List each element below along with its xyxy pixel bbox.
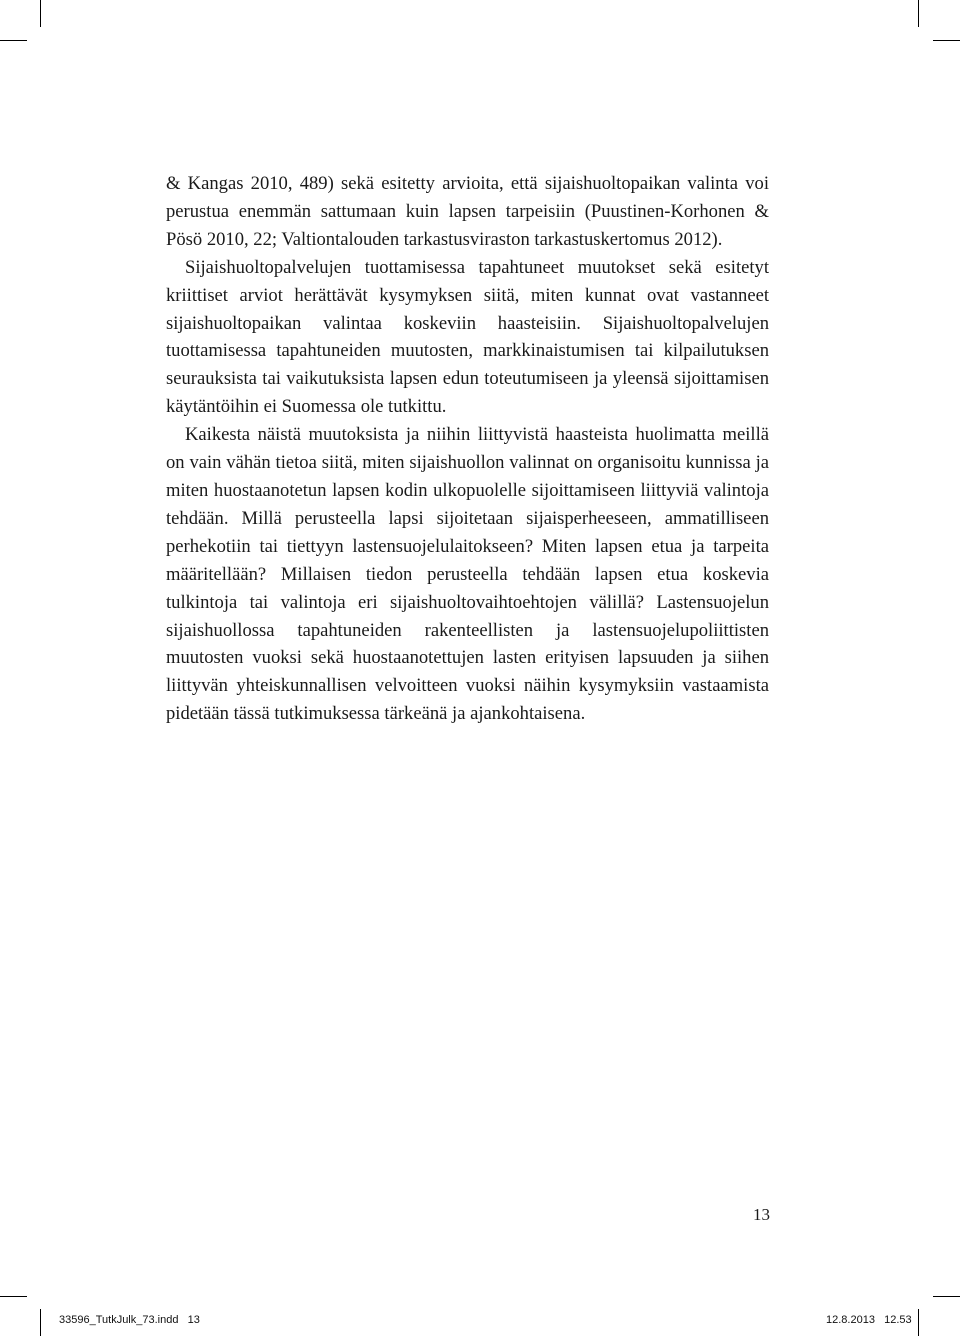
- body-text: [166, 170, 769, 728]
- crop-mark: [40, 0, 41, 27]
- crop-mark: [933, 40, 960, 41]
- page-number: 13: [753, 1205, 770, 1224]
- paragraph: Sijaishuoltopalvelujen tuottamisessa tapahtuneet muutokset sekä esitetyt kriittiset arviot herättävät kysymyksen siitä, miten kunnat ovat vastanneet sijaishuoltopaikan valintaa koskeviin haasteisiin. Sijaishuoltopalvelujen tuottamisessa tapahtuneiden muutosten, markkinaistumisen tai kilpailutuksen seurauksista tai vaikutuksista lapsen edun toteutumiseen ja yleensä sijoittamisen käytäntöihin ei Suomessa ole tutkittu.: [166, 256, 769, 418]
- crop-mark: [918, 0, 919, 27]
- crop-mark: [0, 40, 27, 41]
- slug-filename: 33596_TutkJulk_73.indd 13: [59, 1314, 200, 1326]
- crop-mark: [40, 1309, 41, 1336]
- crop-mark: [918, 1309, 919, 1336]
- crop-mark: [0, 1296, 27, 1297]
- slug-datetime: 12.8.2013 12.53: [826, 1314, 912, 1326]
- paragraph: & Kangas 2010, 489) sekä esitetty arvioita, että sijaishuoltopaikan valinta voi perustua enemmän sattumaan kuin lapsen tarpeisiin (Puustinen-Korhonen & Pösö 2010, 22; Valtiontalouden tarkastusviraston tarkastuskertomus 2012).: [166, 173, 769, 250]
- crop-mark: [933, 1296, 960, 1297]
- paragraph: Kaikesta näistä muutoksista ja niihin liittyvistä haasteista huolimatta meillä on vain vähän tietoa siitä, miten sijaishuollon valinnat on organisoitu kunnissa ja miten huostaanotetun lapsen kodin ulkopuolelle sijoittamiseen liittyviä valintoja tehdään. Millä perusteella lapsi sijoitetaan sijaisperheeseen, ammatilliseen perhekotiin tai tiettyyn lastensuojelulaitokseen? Miten lapsen etua ja tarpeita määritellään? Millaisen tiedon perusteella tehdään lapsen etua koskevia tulkintoja tai valintoja eri sijaishuoltovaihtoehtojen välillä? Lastensuojelun sijaishuollossa tapahtuneiden rakenteellisten ja lastensuojelupoliittisten muutosten vuoksi sekä huostaanotettujen lasten erityisen lapsuuden ja siihen liittyvän yhteiskunnallisen velvoitteen vuoksi näihin kysymyksiin vastaamista pidetään tässä tutkimuksessa tärkeänä ja ajankohtaisena.: [166, 424, 769, 725]
